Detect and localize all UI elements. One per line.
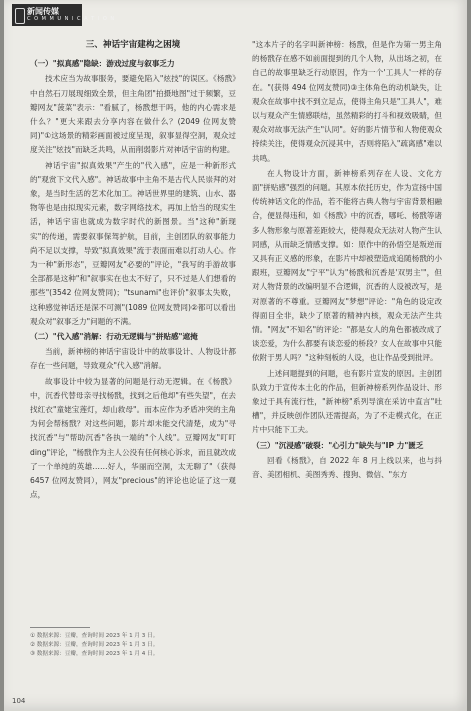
paragraph: 上述问题提到的问题，也有影片宣发的原因。主创团队致力于宣传本土化的作品，但新神榜系列作品设计、形象过于具有流行性，"新神榜"系列导演在采访中直言"吐槽"，并反映创作团队还需提高，为了不走模式化，在正片中只能下工夫。 bbox=[252, 368, 442, 435]
footnote: ③ 数据来源：豆瓣，查询时间 2023 年 1 月 4 日。 bbox=[30, 651, 159, 657]
footnote: ② 数据来源：豆瓣，查询时间 2023 年 1 月 3 日。 bbox=[30, 642, 159, 648]
right-column bbox=[252, 38, 442, 483]
section-header bbox=[12, 4, 116, 26]
subheading: （二）"代入感"消解：行动无逻辑与"拼贴感"遮掩 bbox=[30, 332, 198, 342]
footnote-divider bbox=[30, 627, 90, 628]
paragraph: 当前，新神榜的神话宇宙设计中的故事设计、人物设计都存在一些问题，导致观众"代入感"消解。 bbox=[30, 347, 236, 371]
paragraph: "这本片子的名字叫新神榜：杨戬，但是作为第一男主角的杨戬存在感不如前面提到的几个人物，从出场之初，在自己的故事里缺乏行动原因，作为一个'工具人'一样的存在。"(获得 494 位网友赞同)③主体角色的动机缺失，让观众在故事中找不到立足点，使得主角只是"工具人"，难以与观众产生情感联结，虽然精彩的打斗和视效吸睛，但观众对故事无法产生"认同"。好的影片情节和人物使观众持续关注，使得观众沉浸其中，否则将陷入"疏离感"难以共鸣。 bbox=[252, 40, 442, 163]
subheading: （一）"拟真感"隐缺：游戏过度与叙事乏力 bbox=[30, 59, 175, 69]
subheading: （三）"沉浸感"破裂："心引力"缺失与"IP 力"匮乏 bbox=[252, 440, 424, 450]
paragraph: 技术应当为故事服务，要避免陷入"炫技"的误区。《杨戬》中自然石刀展现细致全景，但主角团"拍摄地图"过于频繁，豆瓣网友"菠菜"表示："看腻了，杨戬想干吗，他的内心需求是什么？"更大来跟去分享内容在做什么？(2049 位网友赞同)"①这场景的精彩画面被过度呈现，叙事显得空洞，观众过度关注"炫技"而缺乏共鸣，从而削弱影片对神话宇宙的构建。 bbox=[30, 74, 236, 155]
section-title: 三、神话宇宙建构之困境 bbox=[85, 40, 181, 50]
header-title: 新闻传媒 bbox=[27, 7, 59, 16]
left-column bbox=[30, 38, 236, 504]
footnote: ① 数据来源：豆瓣，查询时间 2023 年 1 月 3 日。 bbox=[30, 633, 159, 639]
paragraph: 回看《杨戬》，自 2022 年 8 月上线以来，也与抖音、美团相机、美图秀秀、搜狗、微信、"东方 bbox=[252, 455, 442, 480]
page-number: 104 bbox=[12, 697, 26, 705]
paragraph: 神话宇宙"拟真效果"产生的"代入感"，应是一种新形式的"观赏下文代入感"。神话故事中主角不是古代人民崇拜的对象，是当时生活的艺术化加工。神话世界里的建筑、山水、器物等也是由拟现实元素，数字网络技术，再加上恰当的现实生活，神话宇宙也就成为数字时代的新图景。当"这种"新现实"的传递，需要叙事保驾护航，目前，主创团队的叙事能力尚不足以支撑，导致"拟真效果"流于表面而难以打动人心。作为一种"新形态"，豆瓣网友"必要的"评论，"我写的手游故事全部都是这种"和"叙事实在也太不好了，只不过是人们想看的那些"(3542 位网友赞同)；"tsunami"也评价"叙事太失败，这种感觉神话还是深不可测"(1089 位网友赞同)②都可以看出观众对"叙事乏力"问题的不满。 bbox=[30, 160, 236, 326]
header-subtitle: C O M M U N I C A T I O N bbox=[27, 16, 116, 22]
book-icon bbox=[15, 8, 25, 24]
paragraph: 故事设计中较为显著的问题是行动无逻辑。在《杨戬》中，沉香代替母亲寻找杨戬，找到之后他却"有些失望"，在去找红衣"童姥宝莲灯，却山救母"。而本应作为矛盾冲突的主角为何会帮杨戬？对这些问题，影片却未能交代清楚，成为"寻找沉香"与"帮助沉香"各执一端的"个人线"。豆瓣网友"叮叮 ding"评论，"杨戬作为主人公没有任何核心诉求，而且就改成了一个单纯的英雄……好人，华丽而空洞，太无聊了"（获得 6457 位网友赞同），网友"precious"的评论也论证了这一观点， bbox=[30, 376, 236, 500]
magazine-page bbox=[4, 0, 467, 711]
footnotes bbox=[30, 632, 236, 659]
paragraph: 在人物设计方面，新神榜系列存在人设、文化方面"拼贴感"强烈的问题。其原本依托历史，作为宣扬中国传统神话文化的作品，若不能将古典人物与宇宙背景相融合，便显得违和，如《杨戬》中的沉香，哪吒、杨戬等诸多人物形象与原著差距较大，使得观众无法对人物产生认同感，从而缺乏情感支撑。如：原作中的孙悟空是叛逆而又具有正义感的形象，在影片中却被塑造成追随杨戬的小跟班，豆瓣网友"宁平"认为"杨戬和沉香是'双男主'"，但对人物背景的改编明显不合逻辑，沉香的人设被改写，是对原著的不尊重。豆瓣网友"梦想"评论："角色的设定改得面目全非，缺少了原著的精神内核，观众无法产生共情。"网友"不知名"的评论："都是女人的角色都被改成了谈恋爱，为什么都要有谈恋爱的桥段？女人在故事中只能依附于男人吗？"这种刻板的人设，也让作品受到批评。 bbox=[252, 168, 442, 363]
